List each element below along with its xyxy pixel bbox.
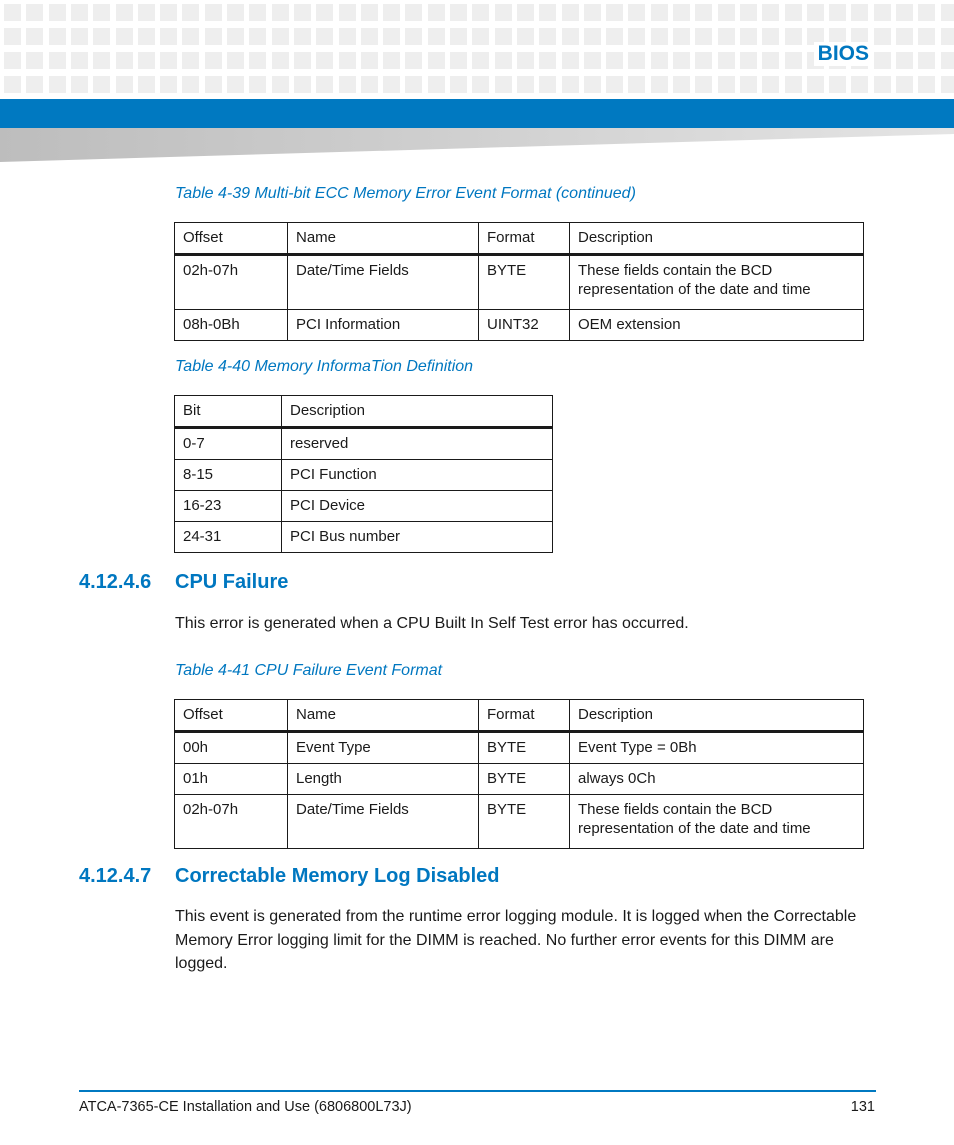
header-grid-cell [495, 28, 512, 45]
table-4-39 [174, 222, 864, 341]
header-grid-cell [718, 28, 735, 45]
header-grid-cell [316, 76, 333, 93]
column-header-bit: Bit [175, 396, 282, 428]
column-header-format: Format [479, 223, 570, 255]
header-grid-cell [405, 28, 422, 45]
header-grid-cell [517, 76, 534, 93]
header-grid-cell [316, 52, 333, 69]
header-grid-cell [160, 28, 177, 45]
header-grid-cell [182, 52, 199, 69]
header-grid-cell [606, 76, 623, 93]
header-grid-cell [205, 52, 222, 69]
section-number: 4.12.4.6 [79, 571, 152, 593]
header-grid-cell [339, 28, 356, 45]
header-grid-cell [49, 4, 66, 21]
table-row [175, 428, 553, 460]
header-grid-cell [673, 4, 690, 21]
cell-format: BYTE [479, 795, 570, 849]
header-grid-cell [339, 4, 356, 21]
cell-name: PCI Information [288, 310, 479, 341]
header-grid-cell [918, 76, 935, 93]
cell-format: BYTE [479, 732, 570, 764]
header-grid-cell [428, 4, 445, 21]
header-grid-cell [450, 76, 467, 93]
cell-offset: 01h [175, 764, 288, 795]
header-gray-wedge [0, 128, 954, 164]
header-grid-cell [517, 28, 534, 45]
header-grid-cell [896, 52, 913, 69]
cell-offset: 02h-07h [175, 255, 288, 310]
header-grid-cell [606, 28, 623, 45]
header-grid-cell [138, 4, 155, 21]
header-grid-cell [606, 52, 623, 69]
header-grid-cell [584, 28, 601, 45]
header-grid-cell [294, 76, 311, 93]
cell-bit: 16-23 [175, 491, 282, 522]
table-4-41 [174, 699, 864, 849]
header-grid-cell [182, 28, 199, 45]
header-grid-cell [71, 28, 88, 45]
header-grid-cell [740, 76, 757, 93]
header-grid-cell [695, 28, 712, 45]
header-grid-cell [785, 4, 802, 21]
header-grid-cell [896, 28, 913, 45]
header-grid-cell [361, 28, 378, 45]
header-grid-cell [26, 52, 43, 69]
header-grid-cell [562, 4, 579, 21]
header-grid-cell [49, 52, 66, 69]
header-grid-cell [874, 76, 891, 93]
header-grid-cell [651, 28, 668, 45]
header-grid-cell [26, 76, 43, 93]
header-grid-cell [450, 4, 467, 21]
header-grid-cell [339, 52, 356, 69]
header-grid-cell [740, 4, 757, 21]
header-grid-cell [584, 52, 601, 69]
header-grid-cell [93, 76, 110, 93]
header-grid-cell [205, 28, 222, 45]
table-header-row [175, 396, 553, 428]
header-grid-cell [294, 28, 311, 45]
header-grid-cell [695, 4, 712, 21]
header-grid-cell [941, 52, 954, 69]
header-grid-cell [361, 52, 378, 69]
header-grid-cell [495, 4, 512, 21]
section-number: 4.12.4.7 [79, 865, 152, 887]
header-grid-cell [4, 76, 21, 93]
cell-format: BYTE [479, 764, 570, 795]
header-grid-cell [472, 28, 489, 45]
table-row [175, 522, 553, 553]
cell-description: OEM extension [570, 310, 864, 341]
header-grid-cell [71, 4, 88, 21]
table-row [175, 460, 553, 491]
header-grid-cell [673, 28, 690, 45]
header-grid-cell [294, 52, 311, 69]
header-grid-cell [740, 28, 757, 45]
header-grid-cell [651, 4, 668, 21]
header-grid-cell [182, 76, 199, 93]
header-grid-cell [896, 76, 913, 93]
header-grid-cell [829, 4, 846, 21]
table-4-40 [174, 395, 553, 553]
header-grid-cell [4, 28, 21, 45]
table-row [175, 795, 864, 849]
header-grid-cell [874, 4, 891, 21]
cell-name: Length [288, 764, 479, 795]
header-grid-cell [628, 76, 645, 93]
header-grid-cell [941, 76, 954, 93]
header-grid-cell [941, 4, 954, 21]
header-grid-cell [405, 52, 422, 69]
header-grid-cell [138, 76, 155, 93]
header-grid-cell [718, 4, 735, 21]
header-grid-cell [472, 76, 489, 93]
cell-offset: 08h-0Bh [175, 310, 288, 341]
cell-name: Date/Time Fields [288, 795, 479, 849]
section-body-cpu-failure: This error is generated when a CPU Built In Self Test error has occurred. [175, 615, 689, 632]
section-heading-correctable-memory [79, 865, 500, 888]
header-grid-cell [829, 76, 846, 93]
header-grid-cell [227, 52, 244, 69]
header-grid-cell [138, 28, 155, 45]
header-grid-cell [450, 28, 467, 45]
header-grid-cell [762, 4, 779, 21]
header-grid-pattern [0, 0, 954, 98]
header-grid-cell [272, 76, 289, 93]
header-grid-cell [116, 76, 133, 93]
header-grid-cell [227, 4, 244, 21]
cell-bit: 24-31 [175, 522, 282, 553]
table-row [175, 255, 864, 310]
header-grid-cell [740, 52, 757, 69]
header-grid-cell [49, 76, 66, 93]
header-grid-cell [807, 4, 824, 21]
header-grid-cell [539, 28, 556, 45]
header-grid-cell [874, 28, 891, 45]
section-body-correctable-memory: This event is generated from the runtime error logging module. It is logged when the Correctable Memory Error logging limit for the DIMM is reached. No further error events for this DIMM are logged. [175, 908, 857, 972]
header-grid-cell [695, 52, 712, 69]
header-grid-cell [651, 76, 668, 93]
section-title: CPU Failure [175, 571, 289, 593]
cell-bit: 8-15 [175, 460, 282, 491]
header-grid-cell [718, 52, 735, 69]
header-grid-cell [205, 4, 222, 21]
cell-description: Event Type = 0Bh [570, 732, 864, 764]
header-grid-cell [138, 52, 155, 69]
header-grid-cell [918, 28, 935, 45]
header-grid-cell [4, 4, 21, 21]
cell-description: These fields contain the BCD representation of the date and time [570, 255, 864, 310]
header-grid-cell [874, 52, 891, 69]
cell-description: PCI Function [282, 460, 553, 491]
header-grid-cell [428, 52, 445, 69]
header-grid-cell [383, 52, 400, 69]
table-4-39-caption: Table 4-39 Multi-bit ECC Memory Error Event Format (continued) [175, 185, 636, 202]
header-grid-cell [227, 28, 244, 45]
header-grid-cell [160, 76, 177, 93]
header-grid-cell [93, 28, 110, 45]
column-header-format: Format [479, 700, 570, 732]
header-grid-cell [116, 4, 133, 21]
header-grid-cell [539, 76, 556, 93]
header-grid-cell [651, 52, 668, 69]
header-grid-cell [785, 52, 802, 69]
header-grid-cell [495, 52, 512, 69]
header-grid-cell [205, 76, 222, 93]
header-grid-cell [93, 52, 110, 69]
header-grid-cell [918, 4, 935, 21]
footer-document-title: ATCA-7365-CE Installation and Use (6806800L73J) [79, 1099, 412, 1115]
header-grid-cell [405, 4, 422, 21]
header-grid-cell [160, 4, 177, 21]
header-grid-cell [361, 76, 378, 93]
header-grid-cell [249, 28, 266, 45]
header-grid-cell [428, 76, 445, 93]
header-grid-cell [941, 28, 954, 45]
cell-description: PCI Device [282, 491, 553, 522]
cell-offset: 02h-07h [175, 795, 288, 849]
header-grid-cell [294, 4, 311, 21]
table-4-41-caption: Table 4-41 CPU Failure Event Format [175, 662, 443, 679]
header-grid-cell [26, 28, 43, 45]
header-grid-cell [71, 52, 88, 69]
cell-name: Event Type [288, 732, 479, 764]
table-row [175, 764, 864, 795]
header-grid-cell [93, 4, 110, 21]
header-grid-cell [116, 28, 133, 45]
header-grid-cell [116, 52, 133, 69]
cell-offset: 00h [175, 732, 288, 764]
cell-description: PCI Bus number [282, 522, 553, 553]
header-grid-cell [562, 28, 579, 45]
header-grid-cell [26, 4, 43, 21]
table-row [175, 732, 864, 764]
section-heading-cpu-failure [79, 571, 288, 594]
header-grid-cell [383, 76, 400, 93]
header-grid-cell [249, 76, 266, 93]
header-grid-cell [361, 4, 378, 21]
cell-format: BYTE [479, 255, 570, 310]
header-grid-cell [249, 52, 266, 69]
header-grid-cell [472, 4, 489, 21]
column-header-name: Name [288, 223, 479, 255]
cell-description: reserved [282, 428, 553, 460]
header-grid-cell [71, 76, 88, 93]
header-grid-cell [628, 28, 645, 45]
header-grid-cell [695, 76, 712, 93]
header-grid-cell [182, 4, 199, 21]
header-grid-cell [762, 76, 779, 93]
header-grid-cell [383, 4, 400, 21]
header-blue-band [0, 99, 954, 128]
header-grid-cell [428, 28, 445, 45]
table-header-row [175, 700, 864, 732]
header-grid-cell [851, 4, 868, 21]
section-title: Correctable Memory Log Disabled [175, 865, 500, 887]
header-grid-cell [785, 76, 802, 93]
header-grid-cell [628, 52, 645, 69]
header-grid-cell [628, 4, 645, 21]
header-grid-cell [49, 28, 66, 45]
cell-format: UINT32 [479, 310, 570, 341]
header-grid-cell [450, 52, 467, 69]
header-grid-cell [405, 76, 422, 93]
header-grid-cell [517, 4, 534, 21]
header-grid-cell [807, 76, 824, 93]
column-header-description: Description [282, 396, 553, 428]
cell-bit: 0-7 [175, 428, 282, 460]
column-header-name: Name [288, 700, 479, 732]
table-row [175, 310, 864, 341]
header-grid-cell [316, 4, 333, 21]
header-grid-cell [562, 52, 579, 69]
header-grid-cell [539, 4, 556, 21]
header-grid-cell [785, 28, 802, 45]
header-grid-cell [851, 76, 868, 93]
header-grid-cell [272, 4, 289, 21]
header-grid-cell [517, 52, 534, 69]
header-grid-cell [160, 52, 177, 69]
header-grid-cell [896, 4, 913, 21]
header-grid-cell [272, 28, 289, 45]
table-4-40-caption: Table 4-40 Memory InformaTion Definition [175, 358, 474, 375]
header-grid-cell [762, 28, 779, 45]
header-grid-cell [495, 76, 512, 93]
header-section-label: BIOS [814, 42, 873, 66]
column-header-offset: Offset [175, 700, 288, 732]
table-row [175, 491, 553, 522]
header-grid-cell [606, 4, 623, 21]
header-grid-cell [472, 52, 489, 69]
page-number: 131 [850, 1099, 875, 1115]
header-grid-cell [673, 52, 690, 69]
header-grid-cell [539, 52, 556, 69]
cell-name: Date/Time Fields [288, 255, 479, 310]
table-header-row [175, 223, 864, 255]
column-header-offset: Offset [175, 223, 288, 255]
header-grid-cell [562, 76, 579, 93]
cell-description: These fields contain the BCD representation of the date and time [570, 795, 864, 849]
header-grid-cell [584, 4, 601, 21]
header-grid-cell [316, 28, 333, 45]
header-grid-cell [227, 76, 244, 93]
header-grid-cell [762, 52, 779, 69]
header-grid-cell [249, 4, 266, 21]
header-grid-cell [584, 76, 601, 93]
column-header-description: Description [570, 700, 864, 732]
footer-rule [79, 1090, 876, 1092]
header-grid-cell [272, 52, 289, 69]
header-grid-cell [339, 76, 356, 93]
header-grid-cell [4, 52, 21, 69]
header-grid-cell [383, 28, 400, 45]
header-grid-cell [673, 76, 690, 93]
header-grid-cell [918, 52, 935, 69]
cell-description: always 0Ch [570, 764, 864, 795]
header-grid-cell [718, 76, 735, 93]
column-header-description: Description [570, 223, 864, 255]
